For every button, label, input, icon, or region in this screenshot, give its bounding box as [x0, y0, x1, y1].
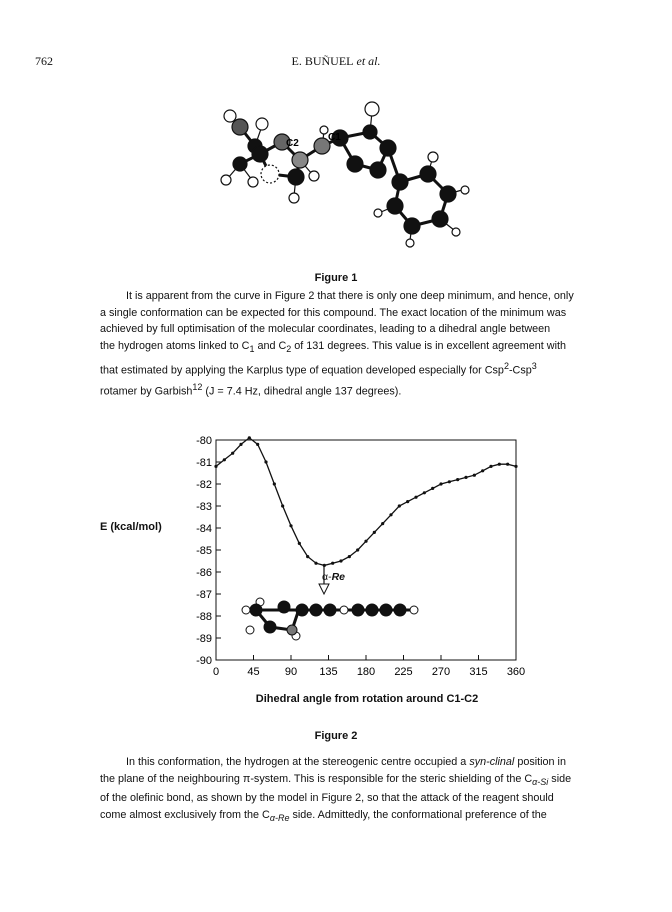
- data-point: [264, 460, 267, 463]
- data-point: [273, 482, 276, 485]
- x-tick-label: 180: [356, 666, 376, 678]
- figure-1-caption: Figure 1: [314, 272, 358, 284]
- data-point: [398, 504, 401, 507]
- author-surname: UÑUEL: [312, 54, 354, 68]
- y-tick-label: -88: [196, 611, 212, 623]
- alpha-re-annotation: α-Re: [322, 571, 346, 583]
- atom-label-c2: C2: [286, 138, 299, 149]
- energy-chart: [70, 432, 530, 687]
- data-point: [298, 542, 301, 545]
- text-line: that estimated by applying the Karplus type of equation developed especially for Csp$^2$-Csp$^3$: [100, 360, 537, 377]
- text-line: In this conformation, the hydrogen at the stereogenic centre occupied a syn-clinal position in: [126, 756, 566, 768]
- data-point: [373, 531, 376, 534]
- y-tick-label: -86: [196, 567, 212, 579]
- paragraph-2: [100, 754, 617, 827]
- text-line: the plane of the neighbouring π-system. This is responsible for the steric shielding of the $C_{\alpha-Si}$ side: [100, 772, 572, 787]
- data-point: [456, 478, 459, 481]
- x-tick-label: 360: [506, 666, 526, 678]
- y-tick-label: -81: [196, 457, 212, 469]
- data-point: [498, 463, 501, 466]
- data-point: [439, 482, 442, 485]
- energy-curve: [216, 438, 516, 566]
- x-tick-label: 45: [247, 666, 260, 678]
- x-axis-label: Dihedral angle from rotation around C1-C2: [255, 693, 479, 705]
- x-tick-label: 270: [431, 666, 451, 678]
- et-al: et al.: [353, 54, 381, 68]
- y-tick-label: -80: [196, 435, 212, 447]
- y-tick-label: -90: [196, 655, 212, 667]
- data-point: [448, 480, 451, 483]
- data-point: [481, 469, 484, 472]
- y-tick-label: -87: [196, 589, 212, 601]
- data-point: [223, 458, 226, 461]
- data-point: [331, 562, 334, 565]
- data-point: [406, 500, 409, 503]
- data-point: [231, 452, 234, 455]
- data-point: [248, 436, 251, 439]
- y-axis-label: E (kcal/mol): [100, 521, 162, 533]
- page-number: 762: [35, 54, 53, 68]
- molecule-figure-1: [200, 94, 490, 259]
- y-axis-ticks: [196, 435, 221, 667]
- text-line: come almost exclusively from the $C_{\alpha-Re}$ side. Admittedly, the conformational preference of the: [100, 808, 547, 824]
- y-tick-label: -85: [196, 545, 212, 557]
- x-tick-label: 0: [212, 666, 220, 678]
- data-point: [214, 465, 217, 468]
- data-point: [348, 555, 351, 558]
- data-point: [381, 522, 384, 525]
- running-head: [0, 54, 672, 69]
- text-line: the hydrogen atoms linked to $C_1$ and $C_2$ of 131 degrees. This value is in excellent agreement with: [100, 339, 566, 354]
- y-tick-label: -83: [196, 501, 212, 513]
- data-point: [506, 463, 509, 466]
- atom-label-c1: C1: [328, 132, 341, 143]
- molecule-heavy-atoms: [232, 119, 456, 234]
- x-axis-ticks: [213, 655, 525, 678]
- data-point: [514, 465, 517, 468]
- data-point: [256, 443, 259, 446]
- x-tick-label: 135: [319, 666, 338, 678]
- data-point: [473, 474, 476, 477]
- data-point: [489, 465, 492, 468]
- data-point: [314, 562, 317, 565]
- text-line: a single conformation can be expected for this compound. The exact location of the minimum was: [100, 306, 567, 319]
- y-tick-label: -82: [196, 479, 212, 491]
- figure-2-caption: Figure 2: [314, 730, 358, 742]
- plot-frame: [216, 440, 516, 660]
- data-point: [356, 548, 359, 551]
- text-line: of the olefinic bond, as shown by the model in Figure 2, so that the attack of the reagent should: [100, 792, 554, 805]
- y-tick-label: -84: [196, 523, 212, 535]
- x-tick-label: 90: [284, 666, 298, 678]
- data-point: [423, 491, 426, 494]
- y-tick-label: -89: [196, 633, 212, 645]
- data-point: [339, 559, 342, 562]
- author-initial: E. B: [291, 54, 313, 68]
- data-point: [239, 443, 242, 446]
- data-point: [389, 513, 392, 516]
- text-line: achieved by full optimisation of the molecular coordinates, leading to a dihedral angle between: [100, 323, 551, 336]
- text-line: rotamer by Garbish$^{12}$ (J = 7.4 Hz, dihedral angle 137 degrees).: [100, 381, 402, 398]
- x-tick-label: 225: [394, 666, 413, 678]
- data-point: [289, 524, 292, 527]
- data-point: [431, 487, 434, 490]
- side-view-molecule: [242, 598, 418, 640]
- data-point: [364, 540, 367, 543]
- data-points: [214, 436, 517, 567]
- paragraph-1: [100, 288, 617, 400]
- data-point: [306, 555, 309, 558]
- x-tick-label: 315: [469, 666, 488, 678]
- data-point: [281, 504, 284, 507]
- text-line: It is apparent from the curve in Figure 2 that there is only one deep minimum, and hence, only: [126, 290, 574, 302]
- data-point: [464, 476, 467, 479]
- data-point: [414, 496, 417, 499]
